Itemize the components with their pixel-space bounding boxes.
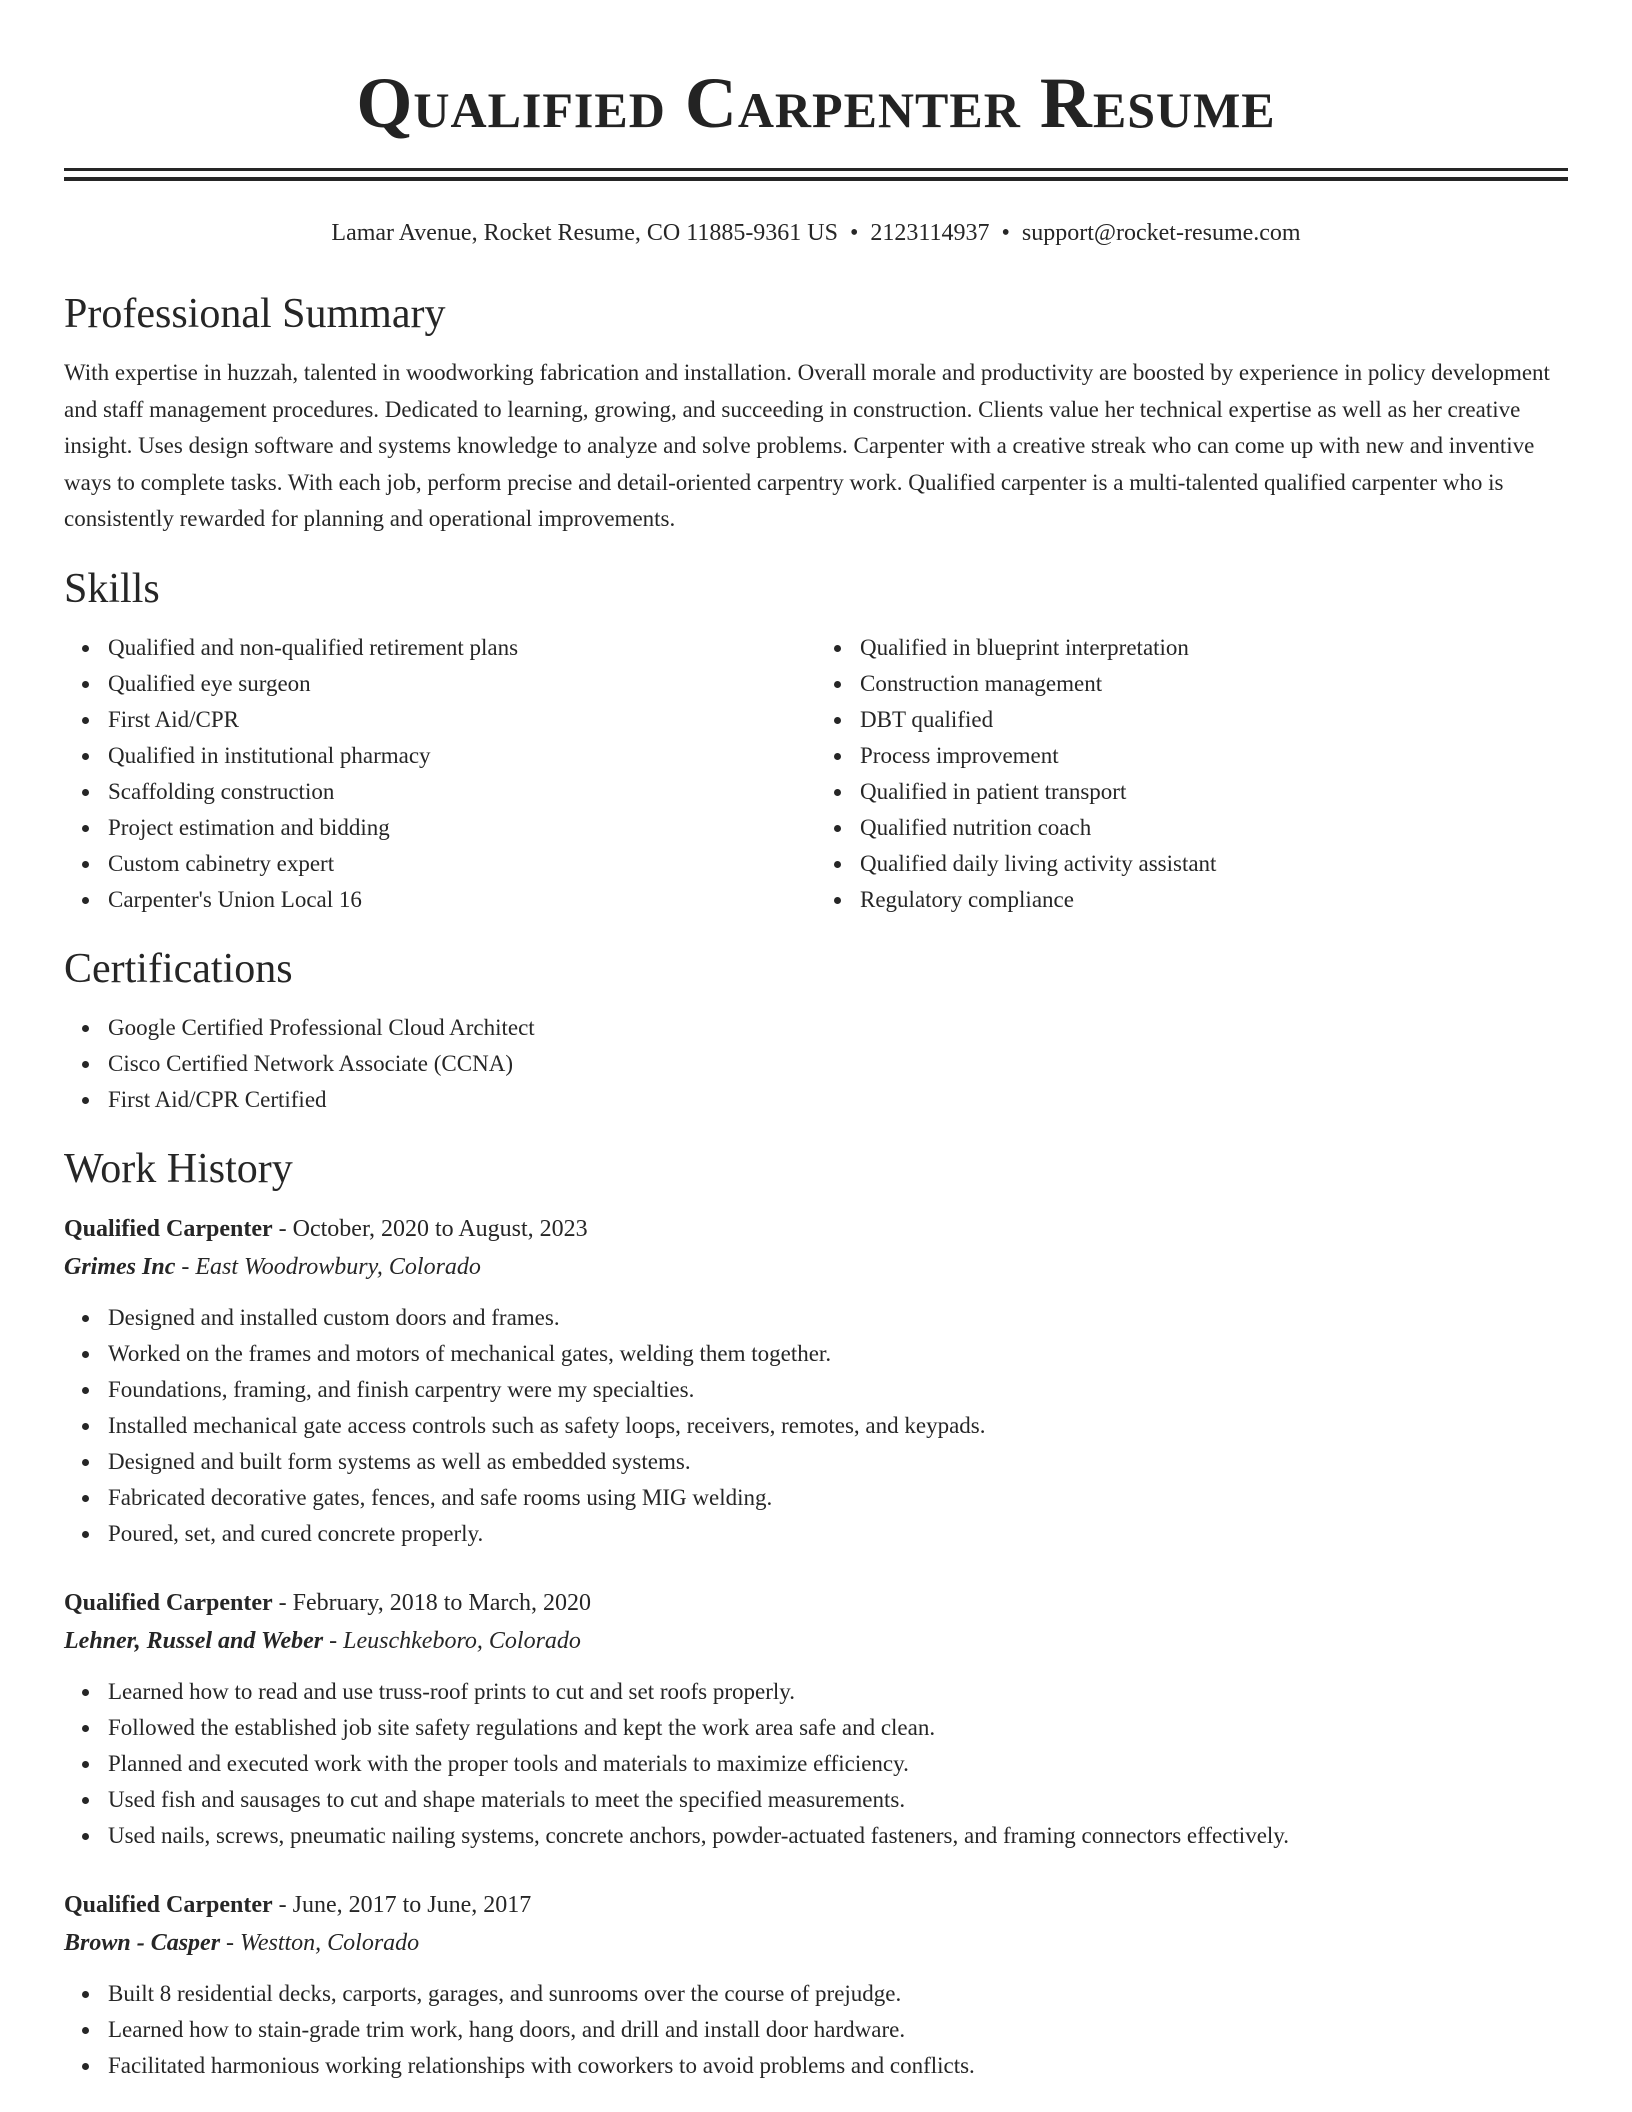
job-company-line <box>64 1924 1568 1962</box>
skill-item: Carpenter's Union Local 16 <box>108 882 816 918</box>
job-title-line <box>64 1584 1568 1622</box>
job-entry <box>64 1210 1568 1552</box>
job-title: Qualified Carpenter <box>64 1589 273 1616</box>
skills-list-left <box>64 630 816 918</box>
skill-item: Construction management <box>860 666 1568 702</box>
resume-title: Qualified Carpenter Resume <box>356 63 1276 143</box>
job-title-line <box>64 1886 1568 1924</box>
job-bullet: Followed the established job site safety regulations and kept the work area safe and clean. <box>108 1710 1568 1746</box>
job-company: Brown - Casper <box>64 1929 221 1956</box>
work-history-heading: Work History <box>64 1145 293 1192</box>
job-company-line <box>64 1248 1568 1286</box>
job-location: - Westton, Colorado <box>220 1929 420 1956</box>
job-company: Lehner, Russel and Weber <box>64 1627 324 1654</box>
skill-item: Custom cabinetry expert <box>108 846 816 882</box>
job-bullets <box>64 1300 1568 1552</box>
job-bullet: Used nails, screws, pneumatic nailing systems, concrete anchors, powder-actuated fasteners, and framing connectors effectively. <box>108 1818 1568 1854</box>
skill-item: DBT qualified <box>860 702 1568 738</box>
job-bullet: Poured, set, and cured concrete properly. <box>108 1516 1568 1552</box>
contact-email: support@rocket-resume.com <box>1021 220 1301 246</box>
job-bullet: Worked on the frames and motors of mechanical gates, welding them together. <box>108 1336 1568 1372</box>
job-dates: - February, 2018 to March, 2020 <box>272 1589 592 1616</box>
job-company-line <box>64 1622 1568 1660</box>
job-company: Grimes Inc <box>64 1253 176 1280</box>
job-bullets <box>64 1674 1568 1854</box>
certifications-heading: Certifications <box>64 945 293 992</box>
certification-item: Cisco Certified Network Associate (CCNA) <box>108 1046 1568 1082</box>
contact-line <box>64 217 1568 249</box>
summary-heading: Professional Summary <box>64 291 446 337</box>
job-bullet: Learned how to stain-grade trim work, hang doors, and drill and install door hardware. <box>108 2012 1568 2048</box>
skills-list-right <box>816 630 1568 918</box>
skill-item: Qualified in blueprint interpretation <box>860 630 1568 666</box>
skills-heading: Skills <box>64 565 160 612</box>
resume-page <box>64 0 1568 2084</box>
job-title-line <box>64 1210 1568 1248</box>
job-bullet: Built 8 residential decks, carports, garages, and sunrooms over the course of prejudge. <box>108 1976 1568 2012</box>
job-bullet: Designed and installed custom doors and frames. <box>108 1300 1568 1336</box>
certification-item: Google Certified Professional Cloud Architect <box>108 1010 1568 1046</box>
job-location: - Leuschkeboro, Colorado <box>323 1627 581 1654</box>
job-title: Qualified Carpenter <box>64 1215 273 1242</box>
skill-item: First Aid/CPR <box>108 702 816 738</box>
skill-item: Qualified in institutional pharmacy <box>108 738 816 774</box>
skill-item: Scaffolding construction <box>108 774 816 810</box>
job-bullet: Fabricated decorative gates, fences, and safe rooms using MIG welding. <box>108 1480 1568 1516</box>
skill-item: Regulatory compliance <box>860 882 1568 918</box>
job-bullet: Planned and executed work with the proper tools and materials to maximize efficiency. <box>108 1746 1568 1782</box>
job-bullet: Designed and built form systems as well as embedded systems. <box>108 1444 1568 1480</box>
contact-address: Lamar Avenue, Rocket Resume, CO 11885-9361 US <box>331 220 838 246</box>
skill-item: Project estimation and bidding <box>108 810 816 846</box>
job-bullets <box>64 1976 1568 2084</box>
certification-item: First Aid/CPR Certified <box>108 1082 1568 1118</box>
job-bullet: Foundations, framing, and finish carpentry were my specialties. <box>108 1372 1568 1408</box>
contact-phone: 2123114937 <box>870 220 990 246</box>
certifications-list <box>64 1010 1568 1118</box>
job-entry <box>64 1886 1568 2084</box>
job-bullet: Facilitated harmonious working relationships with coworkers to avoid problems and conflicts. <box>108 2048 1568 2084</box>
job-bullet: Installed mechanical gate access controls such as safety loops, receivers, remotes, and keypads. <box>108 1408 1568 1444</box>
skill-item: Process improvement <box>860 738 1568 774</box>
job-dates: - October, 2020 to August, 2023 <box>272 1215 588 1242</box>
skill-item: Qualified and non-qualified retirement plans <box>108 630 816 666</box>
contact-separator: • <box>849 220 859 246</box>
job-location: - East Woodrowbury, Colorado <box>175 1253 481 1280</box>
job-bullet: Learned how to read and use truss-roof prints to cut and set roofs properly. <box>108 1674 1568 1710</box>
job-bullet: Used fish and sausages to cut and shape materials to meet the specified measurements. <box>108 1782 1568 1818</box>
title-rule-top <box>64 168 1568 171</box>
skill-item: Qualified in patient transport <box>860 774 1568 810</box>
skill-item: Qualified nutrition coach <box>860 810 1568 846</box>
job-dates: - June, 2017 to June, 2017 <box>272 1891 532 1918</box>
contact-separator: • <box>1001 220 1010 246</box>
job-entry <box>64 1584 1568 1854</box>
skill-item: Qualified daily living activity assistant <box>860 846 1568 882</box>
job-title: Qualified Carpenter <box>64 1891 273 1918</box>
summary-text: With expertise in huzzah, talented in woodworking fabrication and installation. Overall morale and productivity are boosted by experience in policy development and staff management procedures. Dedicated to learning, growing, and succeeding in construction. Clients value her technical expertise as well as her creative insight. Uses design software and systems knowledge to analyze and solve problems. Carpenter with a creative streak who can come up with new and inventive ways to complete tasks. With each job, perform precise and detail-oriented carpentry work. Qualified carpenter is a multi-talented qualified carpenter who is consistently rewarded for planning and operational improvements. <box>64 360 1550 531</box>
skills-columns <box>64 630 1568 918</box>
skill-item: Qualified eye surgeon <box>108 666 816 702</box>
title-rule-bottom <box>64 177 1568 181</box>
